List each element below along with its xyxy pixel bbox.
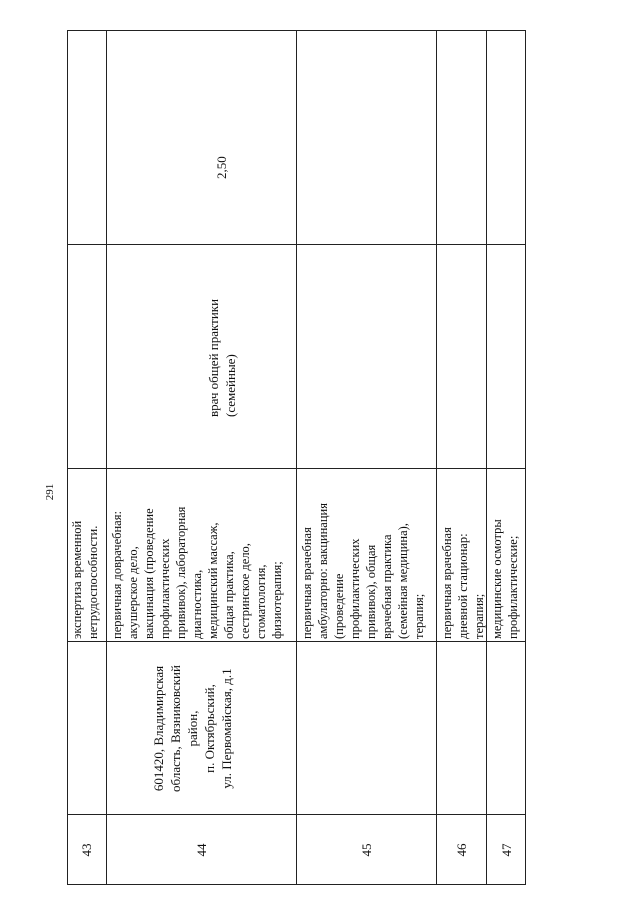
table-row (106, 30, 297, 885)
row-number: 43 (79, 843, 94, 857)
table-row (486, 30, 527, 885)
service-text: первичная врачебная дневной стационар: терапия; (440, 527, 486, 639)
rate-value: 2,50 (214, 156, 229, 179)
table-row (296, 30, 437, 885)
table-row (436, 30, 487, 885)
row-number: 47 (499, 843, 514, 857)
specialist: врач общей практики (семейные) (206, 298, 238, 417)
table-row (67, 30, 106, 885)
table (67, 30, 526, 885)
row-number: 46 (454, 843, 469, 857)
page-number: 291 (44, 483, 56, 501)
service-text: медицинские осмотры профилактические; (490, 519, 520, 639)
service-text: первичная доврачебная: акушерское дело, вакцинация (проведение профилактических прививок), лабораторная диагностика, медицинский массаж, общая практика, сестринское дело, стоматология, физиотерапия; (110, 506, 284, 639)
service-text: первичная врачебная амбулаторно: вакцинация (проведение профилактических прививок), общая врачебная практика (семейная медицина), терапия; (300, 503, 426, 639)
service-text: экспертиза временной нетрудоспособности. (70, 520, 100, 639)
row-number: 45 (359, 843, 374, 857)
address: 601420, Владимирская область, Вязниковский район, п. Октябрьский, ул. Первомайская, д.1 (151, 665, 234, 792)
row-number: 44 (194, 843, 209, 857)
